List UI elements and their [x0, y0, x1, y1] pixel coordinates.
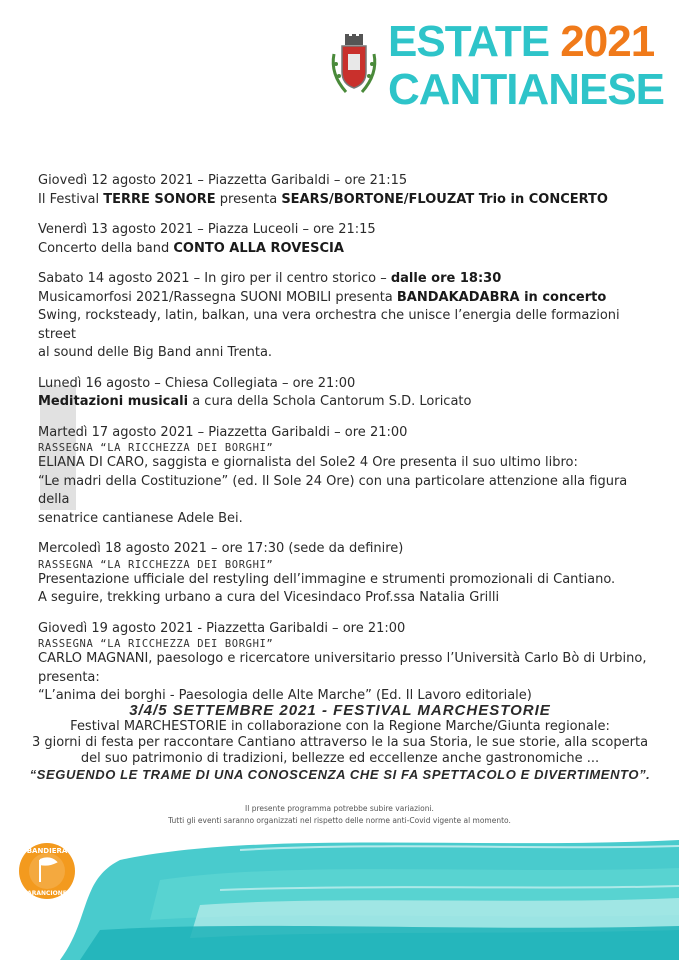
disclaimer-notes — [0, 803, 679, 827]
rassegna-label: RASSEGNA “LA RICCHEZZA DEI BORGHI” — [38, 638, 274, 650]
rassegna-label: RASSEGNA “LA RICCHEZZA DEI BORGHI” — [38, 558, 274, 571]
disclaimer-line: Tutti gli eventi saranno organizzati nel rispetto delle norme anti-Covid vigente al momento. — [168, 816, 511, 825]
rassegna-label: RASSEGNA “LA RICCHEZZA DEI BORGHI” — [38, 442, 274, 454]
title-year: 2021 — [560, 17, 655, 66]
event-date-line: Giovedì 12 agosto 2021 – Piazzetta Garibaldi – ore 21:15 — [38, 173, 408, 188]
event-date-line: Venerdì 13 agosto 2021 – Piazza Luceoli – ore 21:15 — [38, 222, 376, 237]
festival-line: del suo patrimonio di tradizioni, bellezze ed eccellenze anche gastronomiche ... — [80, 751, 600, 766]
event-desc-line: Meditazioni musicali a cura della Schola Cantorum S.D. Loricato — [38, 394, 472, 409]
event-item — [38, 375, 658, 412]
event-item — [38, 424, 658, 529]
event-desc-line: al sound delle Big Band anni Trenta. — [38, 345, 273, 360]
badge-label-bottom: ARANCIONE — [27, 890, 67, 897]
event-desc-line: presenta: — [38, 669, 100, 685]
event-date-line: Giovedì 19 agosto 2021 - Piazzetta Garibaldi – ore 21:00 — [38, 620, 406, 636]
title-word-cantianese: CANTIANESE — [388, 65, 665, 114]
event-item — [38, 221, 658, 258]
bandiera-arancione-badge — [18, 842, 76, 900]
event-desc-line: senatrice cantianese Adele Bei. — [38, 510, 243, 526]
event-item — [38, 172, 658, 209]
event-item — [38, 620, 658, 706]
event-desc-line: Swing, rocksteady, latin, balkan, una vera orchestra che unisce l’energia delle formazioni street — [38, 308, 620, 342]
festival-quote: “SEGUENDO LE TRAME DI UNA CONOSCENZA CHE SI FA SPETTACOLO E DIVERTIMENTO”. — [29, 767, 651, 782]
festival-section — [20, 703, 660, 783]
page-title — [388, 17, 668, 114]
event-date-line: Sabato 14 agosto 2021 – In giro per il centro storico – dalle ore 18:30 — [38, 271, 502, 286]
event-desc-line: Concerto della band CONTO ALLA ROVESCIA — [38, 240, 344, 256]
brush-waves-decoration — [0, 820, 679, 960]
festival-line: Festival MARCHESTORIE in collaborazione con la Regione Marche/Giunta regionale: — [70, 719, 610, 734]
event-date-line: Mercoledì 18 agosto 2021 – ore 17:30 (sede da definire) — [38, 541, 404, 556]
title-word-estate: ESTATE — [388, 17, 550, 66]
event-desc-line: Musicamorfosi 2021/Rassegna SUONI MOBILI presenta BANDAKADABRA in concerto — [38, 289, 607, 305]
event-desc-line: Il Festival TERRE SONORE presenta SEARS/BORTONE/FLOUZAT Trio in CONCERTO — [38, 191, 608, 207]
event-date-line: Lunedì 16 agosto – Chiesa Collegiata – ore 21:00 — [38, 375, 356, 391]
events-list — [38, 172, 658, 718]
disclaimer-line: Il presente programma potrebbe subire variazioni. — [245, 804, 434, 813]
event-desc-line: Presentazione ufficiale del restyling dell’immagine e strumenti promozionali di Cantiano. — [38, 571, 616, 587]
badge-label-top: BANDIERA — [26, 847, 68, 855]
event-desc-line: “Le madri della Costituzione” (ed. Il Sole 24 Ore) con una particolare attenzione alla figura della — [38, 473, 628, 507]
event-desc-line: “L’anima dei borghi - Paesologia delle Alte Marche” (Ed. Il Lavoro editoriale) — [38, 688, 532, 703]
event-desc-line: CARLO MAGNANI, paesologo e ricercatore universitario presso l’Università Carlo Bò di Urbino, — [38, 651, 647, 666]
festival-line: 3 giorni di festa per raccontare Cantiano attraverso le la sua Storia, le sue storie, alla scoperta — [31, 735, 649, 750]
event-desc-line: ELIANA DI CARO, saggista e giornalista del Sole2 4 Ore presenta il suo ultimo libro: — [38, 455, 578, 470]
town-crest-icon — [328, 34, 380, 100]
event-date-line: Martedì 17 agosto 2021 – Piazzetta Garibaldi – ore 21:00 — [38, 424, 408, 440]
event-desc-line: A seguire, trekking urbano a cura del Vicesindaco Prof.ssa Natalia Grilli — [38, 590, 500, 605]
festival-heading: 3/4/5 SETTEMBRE 2021 - FESTIVAL MARCHESTORIE — [129, 702, 551, 719]
event-item — [38, 270, 658, 363]
event-item — [38, 540, 658, 608]
